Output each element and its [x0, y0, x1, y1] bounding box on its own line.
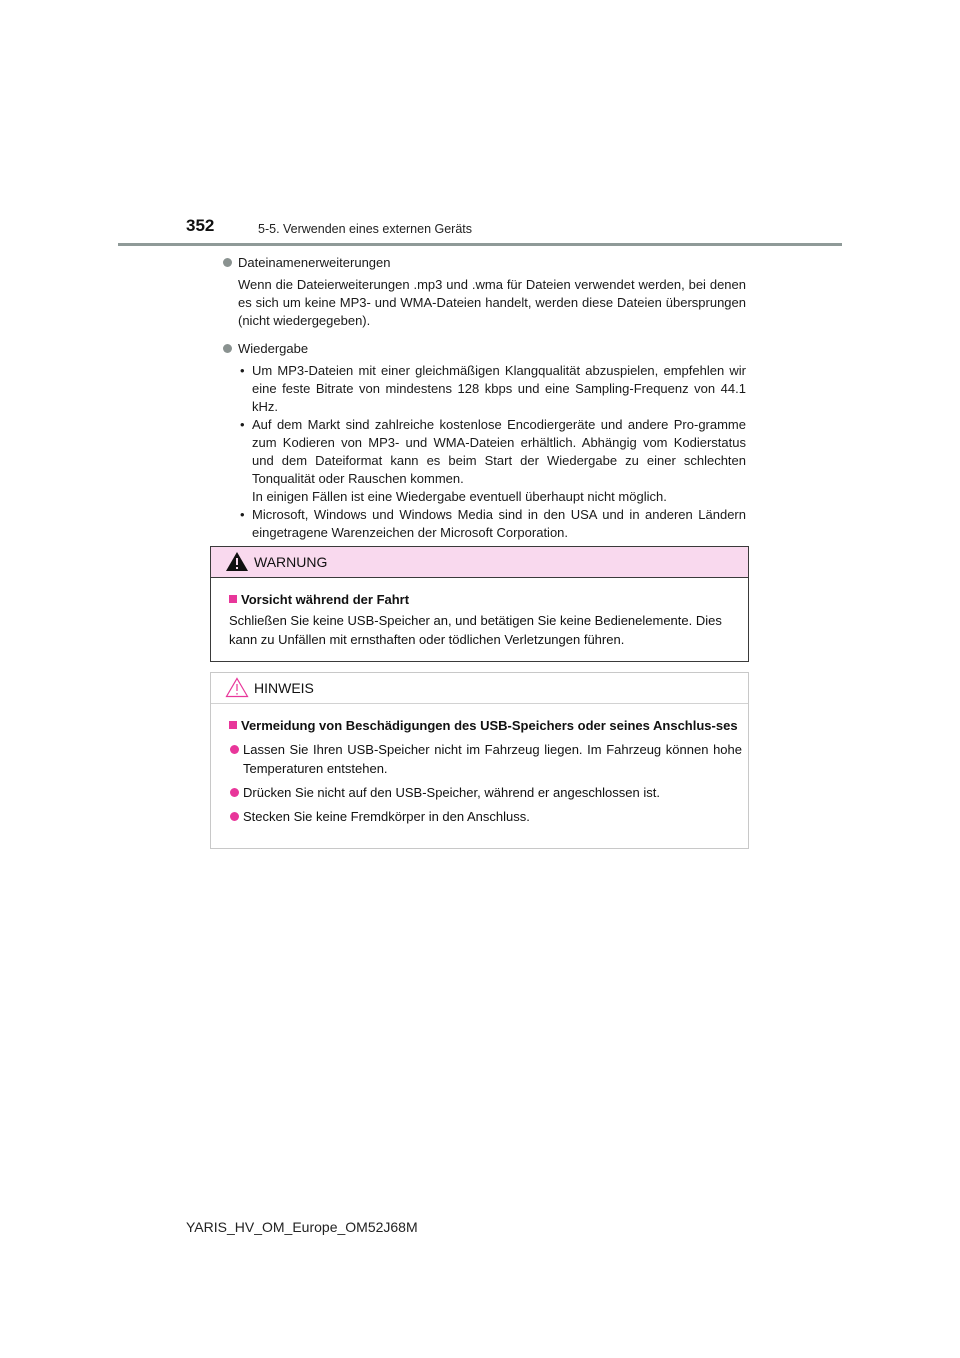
warning-header: [211, 547, 748, 578]
warning-body: [211, 578, 748, 649]
footer-code: YARIS_HV_OM_Europe_OM52J68M: [186, 1219, 418, 1235]
warning-box: [210, 546, 749, 662]
notice-heading-text: Vermeidung von Beschädigungen des USB-Speichers oder seines Anschlus-ses: [241, 718, 738, 733]
warning-text: Schließen Sie keine USB-Speicher an, und betätigen Sie keine Bedienelemente. Dies kann zu Unfällen mit ernsthaften oder tödlichen Verletzungen führen.: [229, 613, 722, 647]
notice-triangle-outline-icon: [225, 677, 249, 698]
header-rule: [118, 243, 842, 246]
list-item-text: Um MP3-Dateien mit einer gleichmäßigen Klangqualität abzuspielen, empfehlen wir eine feste Bitrate von mindestens 128 kbps und eine Sampling-Frequenz von 44.1 kHz.: [252, 363, 746, 414]
list-item: [229, 740, 742, 778]
notice-body: [211, 704, 748, 826]
extensions-heading: [222, 254, 746, 272]
list-item-text: Stecken Sie keine Fremdkörper in den Anschluss.: [243, 809, 530, 824]
list-item: [238, 506, 746, 542]
playback-list: [222, 362, 746, 542]
list-item: [238, 416, 746, 506]
list-item-text: Microsoft, Windows und Windows Media sind in den USA und in anderen Ländern eingetragene Warenzeichen der Microsoft Corporation.: [252, 507, 746, 540]
extensions-heading-text: Dateinamenerweiterungen: [238, 255, 391, 270]
bullet-dot-icon: [223, 344, 232, 353]
warning-heading: [229, 590, 736, 609]
section-title: 5-5. Verwenden eines externen Geräts: [258, 222, 473, 236]
list-bullet: •: [240, 417, 245, 432]
list-item: [238, 362, 746, 416]
warning-label: WARNUNG: [254, 554, 328, 570]
pink-bullet-dot-icon: [230, 788, 239, 797]
warning-triangle-icon: [225, 551, 249, 572]
pink-bullet-dot-icon: [230, 812, 239, 821]
bullet-dot-icon: [223, 258, 232, 267]
playback-heading-text: Wiedergabe: [238, 341, 309, 356]
square-bullet-icon: [229, 721, 237, 729]
list-item: [229, 783, 742, 802]
list-item-text: Lassen Sie Ihren USB-Speicher nicht im Fahrzeug liegen. Im Fahrzeug können hohe Temperaturen entstehen.: [243, 742, 742, 776]
notice-heading: [229, 716, 742, 735]
list-item-extra-text: In einigen Fällen ist eine Wiedergabe eventuell überhaupt nicht möglich.: [252, 489, 667, 504]
notice-header: [211, 673, 748, 704]
list-bullet: •: [240, 507, 245, 522]
notice-box: [210, 672, 749, 849]
extensions-text: Wenn die Dateierweiterungen .mp3 und .wma für Dateien verwendet werden, bei denen es sich um keine MP3- und WMA-Dateien handelt, werden diese Dateien übersprungen (nicht wiedergegeben).: [238, 277, 746, 328]
square-bullet-icon: [229, 595, 237, 603]
list-item-text: Drücken Sie nicht auf den USB-Speicher, während er angeschlossen ist.: [243, 785, 660, 800]
main-content: [222, 254, 746, 552]
notice-label: HINWEIS: [254, 680, 314, 696]
pink-bullet-dot-icon: [230, 745, 239, 754]
page-number: 352: [186, 216, 215, 235]
warning-heading-text: Vorsicht während der Fahrt: [241, 592, 410, 607]
list-item: [229, 807, 742, 826]
list-bullet: •: [240, 363, 245, 378]
playback-heading: [222, 340, 746, 358]
list-item-text: Auf dem Markt sind zahlreiche kostenlose Encodiergeräte und andere Pro-gramme zum Kodieren von MP3- und WMA-Dateien erhältlich. Abhängig vom Kodierstatus und dem Dateiformat kann es beim Start der Wiedergabe zu einer schlechten Tonqualität oder Rauschen kommen.: [252, 417, 746, 486]
